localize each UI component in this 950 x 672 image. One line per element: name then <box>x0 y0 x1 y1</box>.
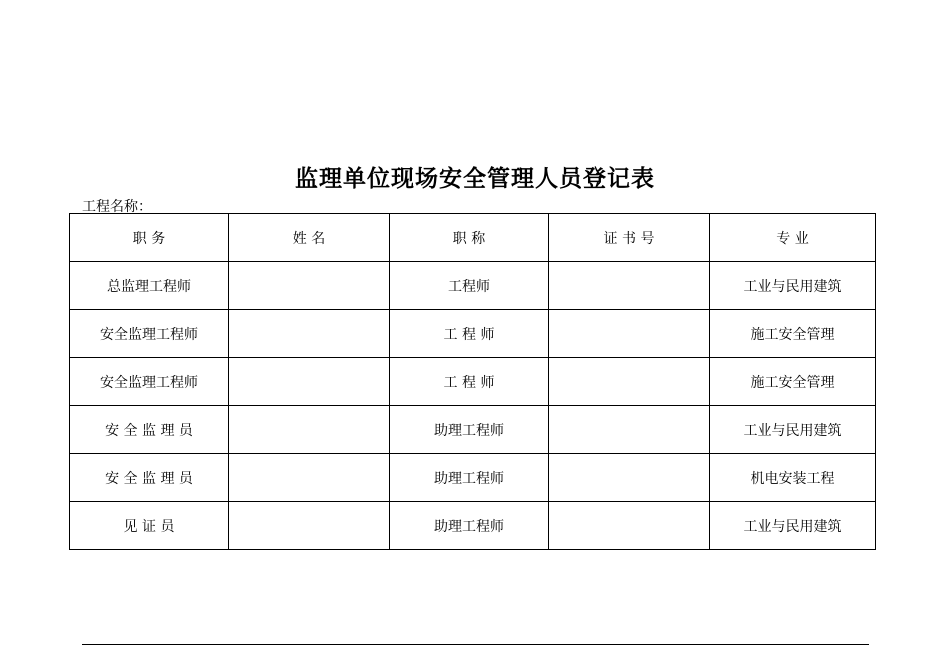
header-title: 职 称 <box>390 214 549 262</box>
cell-title: 助理工程师 <box>390 406 549 454</box>
cell-position: 总监理工程师 <box>70 262 229 310</box>
cell-title: 助理工程师 <box>390 502 549 550</box>
footer-divider <box>82 644 869 645</box>
cell-specialty: 施工安全管理 <box>710 310 876 358</box>
cell-certificate <box>549 262 710 310</box>
cell-position: 见 证 员 <box>70 502 229 550</box>
cell-title: 工程师 <box>390 262 549 310</box>
page-title: 监理单位现场安全管理人员登记表 <box>295 166 655 192</box>
cell-specialty: 施工安全管理 <box>710 358 876 406</box>
cell-position: 安全监理工程师 <box>70 310 229 358</box>
cell-name <box>229 262 390 310</box>
table-row <box>70 454 876 502</box>
header-specialty: 专 业 <box>710 214 876 262</box>
project-name-label: 工程名称： <box>82 199 152 215</box>
table-header-row <box>70 214 876 262</box>
cell-name <box>229 310 390 358</box>
cell-position: 安 全 监 理 员 <box>70 406 229 454</box>
cell-name <box>229 406 390 454</box>
cell-position: 安 全 监 理 员 <box>70 454 229 502</box>
cell-certificate <box>549 358 710 406</box>
cell-specialty: 工业与民用建筑 <box>710 502 876 550</box>
cell-name <box>229 502 390 550</box>
cell-certificate <box>549 406 710 454</box>
cell-certificate <box>549 310 710 358</box>
header-certificate: 证 书 号 <box>549 214 710 262</box>
table-row <box>70 502 876 550</box>
table-row <box>70 358 876 406</box>
cell-certificate <box>549 454 710 502</box>
cell-name <box>229 454 390 502</box>
header-name: 姓 名 <box>229 214 390 262</box>
cell-certificate <box>549 502 710 550</box>
header-position: 职 务 <box>70 214 229 262</box>
cell-name <box>229 358 390 406</box>
cell-position: 安全监理工程师 <box>70 358 229 406</box>
personnel-register-table <box>69 213 876 550</box>
cell-specialty: 工业与民用建筑 <box>710 262 876 310</box>
cell-title: 工 程 师 <box>390 310 549 358</box>
cell-specialty: 工业与民用建筑 <box>710 406 876 454</box>
table-row <box>70 310 876 358</box>
table-row <box>70 406 876 454</box>
cell-specialty: 机电安装工程 <box>710 454 876 502</box>
cell-title: 工 程 师 <box>390 358 549 406</box>
table-row <box>70 262 876 310</box>
cell-title: 助理工程师 <box>390 454 549 502</box>
